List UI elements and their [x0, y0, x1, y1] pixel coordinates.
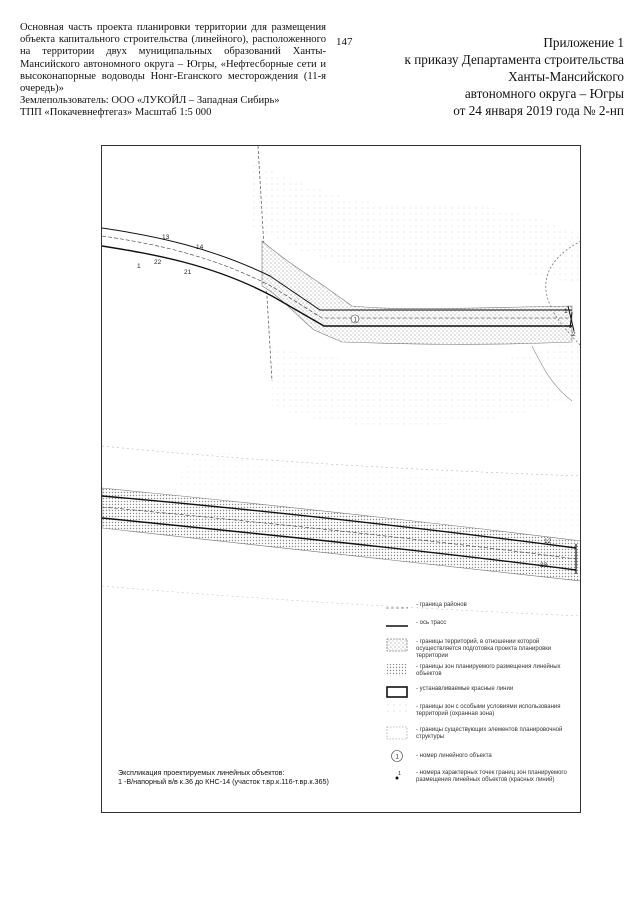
tpp-scale: ТПП «Покачевнефтегаз» Масштаб 1:5 000 [20, 107, 212, 119]
legend-text-special-zone: - границы зон с особыми условиями использования территорий (охранная зона) [416, 704, 561, 717]
object-number-marker [351, 315, 359, 324]
legend-item-characteristic-points [386, 769, 576, 795]
legend-text-red-lines: - устанавливаемые красные линии [416, 686, 514, 692]
point-label-14: 14 [196, 244, 204, 251]
red-lines-symbol [386, 685, 408, 699]
upper-terrain [162, 161, 581, 536]
object-number-symbol [386, 749, 408, 763]
appendix-line-3: Ханты-Мансийского [508, 69, 624, 84]
legend-text-existing-structure: - границы существующих элементов планировочной структуры [416, 727, 563, 740]
explication-item: 1 -В/напорный в/в к.36 до КНС-14 (участок т.вр.к.116-т.вр.к.365) [118, 777, 329, 786]
appendix-line-4: автономного округа – Югры [464, 86, 624, 101]
point-label-21: 21 [184, 269, 192, 276]
legend-text-planning-territory: - границы территорий, в отношении которой осуществляется подготовка проекта планировки территории [416, 639, 552, 659]
point-label-23: 23 [540, 562, 548, 569]
land-user: Землепользователь: ООО «ЛУКОЙЛ – Западная Сибирь» [20, 95, 280, 107]
planned-zone-symbol [386, 663, 408, 677]
appendix-line-5: от 24 января 2019 года № 2-нп [453, 103, 624, 118]
legend-item-planning-territory [386, 638, 576, 664]
legend-text-district-boundary: - граница районов [416, 602, 467, 608]
appendix-line-1: Приложение 1 [543, 35, 624, 50]
explication-title: Экспликация проектируемых линейных объектов: [118, 768, 285, 777]
legend-text-object-number: - номер линейного объекта [416, 753, 492, 759]
explication [118, 768, 398, 786]
appendix-line-2: к приказу Департамента строительства [404, 52, 624, 67]
legend-text-route-axis: - ось трасс [416, 620, 447, 626]
existing-structure-symbol [386, 726, 408, 740]
map-frame [101, 145, 581, 813]
point-label-1b: 1 [564, 308, 568, 315]
point-label-22: 22 [154, 259, 162, 266]
project-description: Основная часть проекта планировки территории для размещения объекта капитального строительства (линейного), расположенного на территории двух муниципальных образований Ханты-Мансийского автономного округа – Югры, «Нефтесборные сети и высоконапорные водоводы Нонг-Еганского месторождения (11-я очередь)» [20, 22, 326, 95]
route-axis-symbol [386, 619, 408, 633]
page-number: 147 [336, 36, 353, 48]
legend-characteristic-point-label: 1 [398, 771, 402, 777]
special-zone-symbol [386, 703, 408, 717]
point-label-1a: 1 [137, 263, 141, 270]
appendix-header [374, 34, 624, 119]
left-header [20, 22, 326, 120]
district-boundary-symbol [386, 601, 408, 615]
object-number-label: 1 [353, 317, 357, 324]
planning-territory-symbol [386, 638, 408, 652]
legend-text-planned-zone: - границы зон планируемого размещения линейных объектов [416, 664, 561, 677]
point-label-2: 2 [572, 331, 576, 338]
legend-object-number-label: 1 [395, 754, 399, 761]
point-label-12: 12 [544, 538, 552, 545]
legend-text-characteristic-points: - номера характерных точек границ зон планируемого размещения линейных объектов (красных линий) [416, 770, 567, 783]
point-label-13: 13 [162, 234, 170, 241]
